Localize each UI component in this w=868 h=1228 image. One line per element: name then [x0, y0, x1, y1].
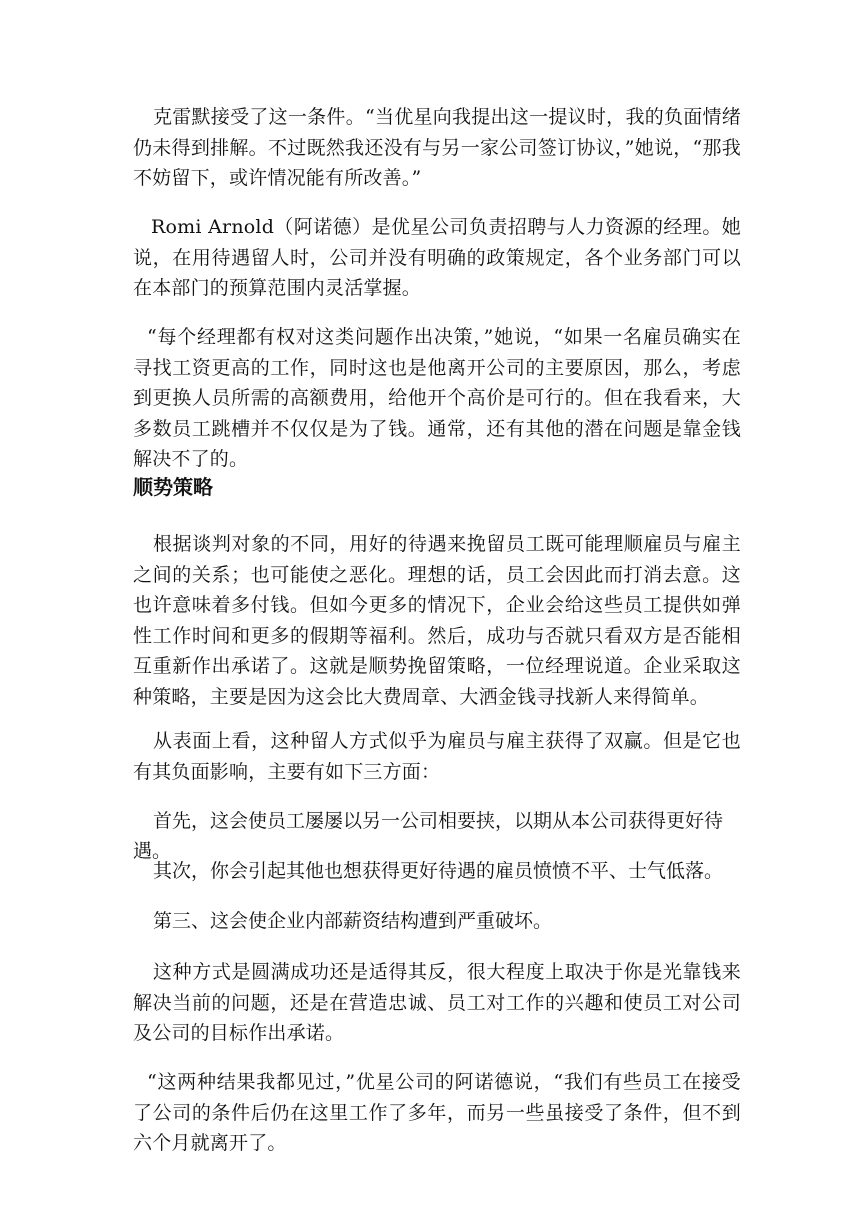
paragraph-arnold-quote: “这两种结果我都见过，”优星公司的阿诺德说，“我们有些员工在接受了公司的条件后仍在这里工作了多年，而另一些虽接受了条件，但不到六个月就离开了。 [133, 1071, 741, 1154]
paragraph-romi-arnold: Romi Arnold（阿诺德）是优星公司负责招聘与人力资源的经理。她说，在用待遇留人时，公司并没有明确的政策规定，各个业务部门可以在本部门的预算范围内灵活掌握。 [133, 216, 741, 299]
paragraph-success-or-failure: 这种方式是圆满成功还是适得其反，很大程度上取决于你是光靠钱来解决当前的问题，还是在营造忠诚、员工对工作的兴趣和使员工对公司及公司的目标作出承诺。 [133, 961, 741, 1044]
paragraph-manager-decision: “每个经理都有权对这类问题作出决策，”她说，“如果一名雇员确实在寻找工资更高的工作，同时这也是他离开公司的主要原因，那么，考虑到更换人员所需的高额费用，给他开个高价是可行的。但在我看来，大多数员工跳槽并不仅仅是为了钱。通常，还有其他的潜在问题是靠金钱解决不了的。 [133, 326, 741, 470]
paragraph-point-first: 首先，这会使员工屡屡以另一公司相要挟，以期从本公司获得更好待遇。 [133, 810, 724, 862]
section-heading: 顺势策略 [133, 475, 213, 499]
paragraph-point-third: 第三、这会使企业内部薪资结构遭到严重破坏。 [153, 910, 553, 932]
paragraph-surface-view: 从表面上看，这种留人方式似乎为雇员与雇主获得了双赢。但是它也有其负面影响，主要有如下三方面： [133, 730, 741, 783]
paragraph-kramer-accepts: 克雷默接受了这一条件。“当优星向我提出这一提议时，我的负面情绪仍未得到排解。不过既然我还没有与另一家公司签订协议，”她说，“那我不妨留下，或许情况能有所改善。” [133, 106, 741, 189]
paragraph-retention-strategy: 根据谈判对象的不同，用好的待遇来挽留员工既可能理顺雇员与雇主之间的关系；也可能使之恶化。理想的话，员工会因此而打消去意。这也许意味着多付钱。但如今更多的情况下，企业会给这些员工提供如弹性工作时间和更多的假期等福利。然后，成功与否就只看双方是否能相互重新作出承诺了。这就是顺势挽留策略，一位经理说道。企业采取这种策略，主要是因为这会比大费周章、大洒金钱寻找新人来得简单。 [133, 533, 741, 708]
paragraph-point-second: 其次，你会引起其他也想获得更好待遇的雇员愤愤不平、士气低落。 [153, 860, 724, 882]
